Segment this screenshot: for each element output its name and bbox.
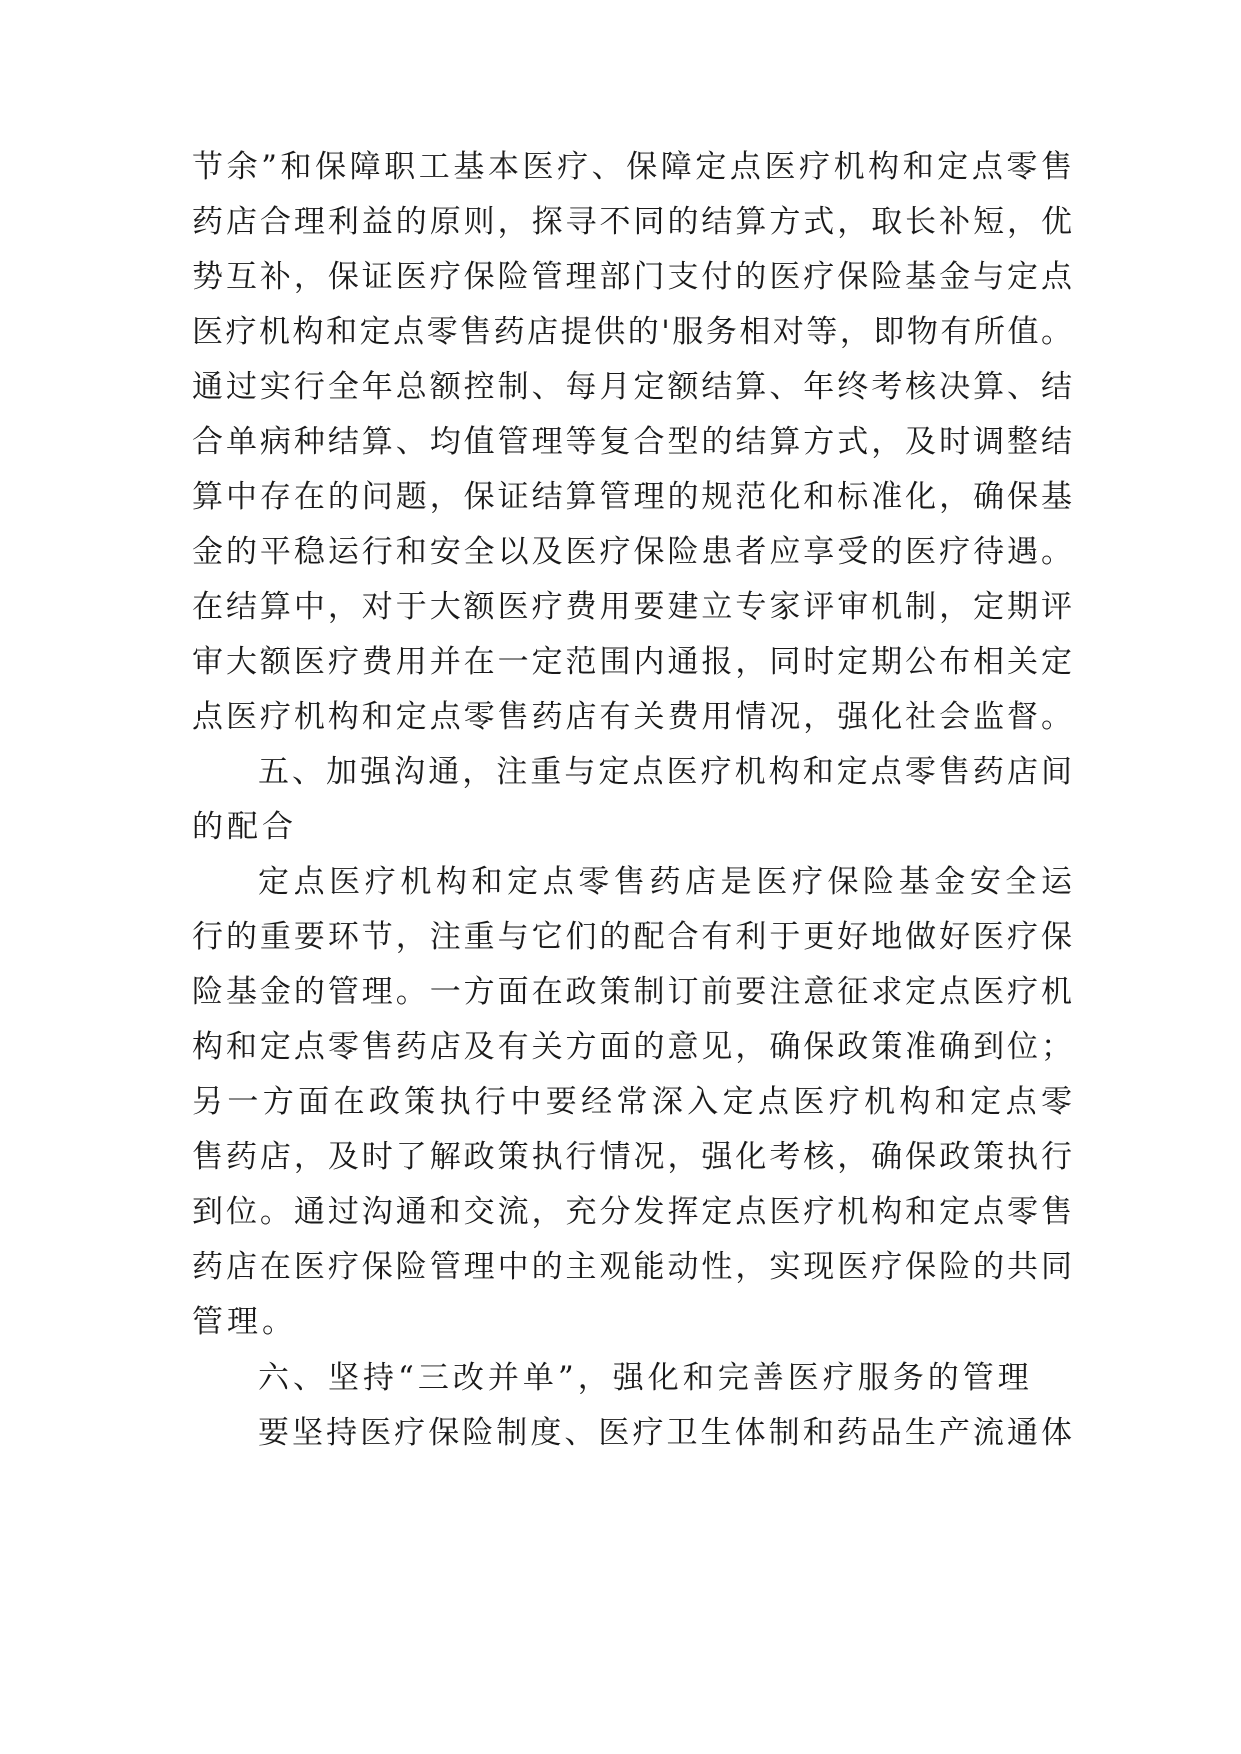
text-line: 另一方面在政策执行中要经常深入定点医疗机构和定点零 bbox=[192, 1084, 1072, 1120]
text-line: 定点医疗机构和定点零售药店是医疗保险基金安全运 bbox=[258, 864, 1072, 900]
section-heading: 六、坚持“三改并单”，强化和完善医疗服务的管理 bbox=[258, 1360, 1033, 1396]
text-line: 售药店，及时了解政策执行情况，强化考核，确保政策执行 bbox=[192, 1139, 1072, 1175]
text-line: 构和定点零售药店及有关方面的意见，确保政策准确到位； bbox=[192, 1029, 1072, 1065]
section-heading-continuation: 的配合 bbox=[192, 809, 297, 845]
section-heading: 五、加强沟通，注重与定点医疗机构和定点零售药店间 bbox=[258, 754, 1072, 790]
text-line: 金的平稳运行和安全以及医疗保险患者应享受的医疗待遇。 bbox=[192, 534, 1072, 570]
text-line: 点医疗机构和定点零售药店有关费用情况，强化社会监督。 bbox=[192, 699, 1072, 735]
text-line: 通过实行全年总额控制、每月定额结算、年终考核决算、结 bbox=[192, 369, 1072, 405]
text-line: 药店在医疗保险管理中的主观能动性，实现医疗保险的共同 bbox=[192, 1249, 1072, 1285]
text-line: 要坚持医疗保险制度、医疗卫生体制和药品生产流通体 bbox=[258, 1415, 1072, 1451]
text-line: 合单病种结算、均值管理等复合型的结算方式，及时调整结 bbox=[192, 424, 1072, 460]
text-line: 算中存在的问题，保证结算管理的规范化和标准化，确保基 bbox=[192, 479, 1072, 515]
text-line: 到位。通过沟通和交流，充分发挥定点医疗机构和定点零售 bbox=[192, 1194, 1072, 1230]
text-line: 药店合理利益的原则，探寻不同的结算方式，取长补短，优 bbox=[192, 204, 1072, 240]
text-line: 行的重要环节，注重与它们的配合有利于更好地做好医疗保 bbox=[192, 919, 1072, 955]
text-line: 管理。 bbox=[192, 1304, 297, 1340]
text-line: 审大额医疗费用并在一定范围内通报，同时定期公布相关定 bbox=[192, 644, 1072, 680]
text-line: 险基金的管理。一方面在政策制订前要注意征求定点医疗机 bbox=[192, 974, 1072, 1010]
text-line: 节余”和保障职工基本医疗、保障定点医疗机构和定点零售 bbox=[192, 149, 1072, 185]
text-line: 医疗机构和定点零售药店提供的'服务相对等，即物有所值。 bbox=[192, 314, 1072, 350]
text-line: 势互补，保证医疗保险管理部门支付的医疗保险基金与定点 bbox=[192, 259, 1072, 295]
text-line: 在结算中，对于大额医疗费用要建立专家评审机制，定期评 bbox=[192, 589, 1072, 625]
